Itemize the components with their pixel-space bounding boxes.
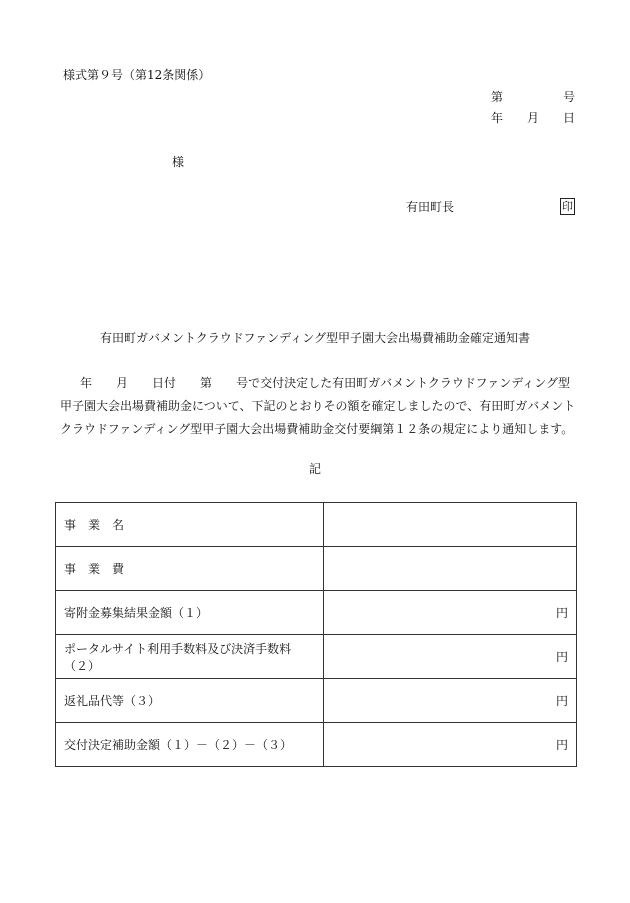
body-number-prefix: 第 xyxy=(200,376,213,390)
notice-body xyxy=(60,372,580,441)
row-label: ポータルサイト利用手数料及び決済手数料（２） xyxy=(56,635,324,679)
row-label: 返礼品代等（３） xyxy=(56,679,324,723)
date-year-label: 年 xyxy=(491,111,504,125)
table-row xyxy=(56,547,577,591)
table-row xyxy=(56,679,577,723)
row-value: 円 xyxy=(324,723,577,767)
body-line-3: クラウドファンディング型甲子園大会出場費補助金交付要綱第１２条の規定により通知します。 xyxy=(60,422,574,436)
row-label: 事 業 費 xyxy=(56,547,324,591)
summary-table-body xyxy=(56,503,577,767)
document-title: 有田町ガバメントクラウドファンディング型甲子園大会出場費補助金確定通知書 xyxy=(100,331,530,345)
table-row xyxy=(56,591,577,635)
table-row xyxy=(56,635,577,679)
document-number-label: 第 xyxy=(491,90,504,104)
body-line-1-rest: 号で交付決定した有田町ガバメントクラウドファンディング型 xyxy=(236,376,571,390)
body-year: 年 xyxy=(80,376,93,390)
row-value: 円 xyxy=(324,591,577,635)
body-month: 月 xyxy=(116,376,129,390)
subsidy-summary-table xyxy=(55,502,577,767)
sender-name: 有田町長 xyxy=(406,200,455,214)
table-row xyxy=(56,723,577,767)
date-day-label: 日 xyxy=(563,111,576,125)
ki-heading: 記 xyxy=(308,462,321,476)
body-line-2: 甲子園大会出場費補助金について、下記のとおりその額を確定しましたので、有田町ガバメント xyxy=(60,399,576,413)
row-value: 円 xyxy=(324,635,577,679)
document-number-suffix: 号 xyxy=(563,90,576,104)
row-value xyxy=(324,503,577,547)
row-label: 交付決定補助金額（１）－（２）－（３） xyxy=(56,723,324,767)
row-value: 円 xyxy=(324,679,577,723)
body-line-1 xyxy=(60,372,580,395)
date-month-label: 月 xyxy=(527,111,540,125)
table-row xyxy=(56,503,577,547)
form-number-label: 様式第９号（第12条関係） xyxy=(63,68,211,82)
row-label: 事 業 名 xyxy=(56,503,324,547)
row-value xyxy=(324,547,577,591)
row-label: 寄附金募集結果金額（１） xyxy=(56,591,324,635)
seal-stamp-icon: 印 xyxy=(562,200,573,213)
recipient-honorific: 様 xyxy=(172,155,185,169)
body-dated: 日付 xyxy=(152,376,177,390)
